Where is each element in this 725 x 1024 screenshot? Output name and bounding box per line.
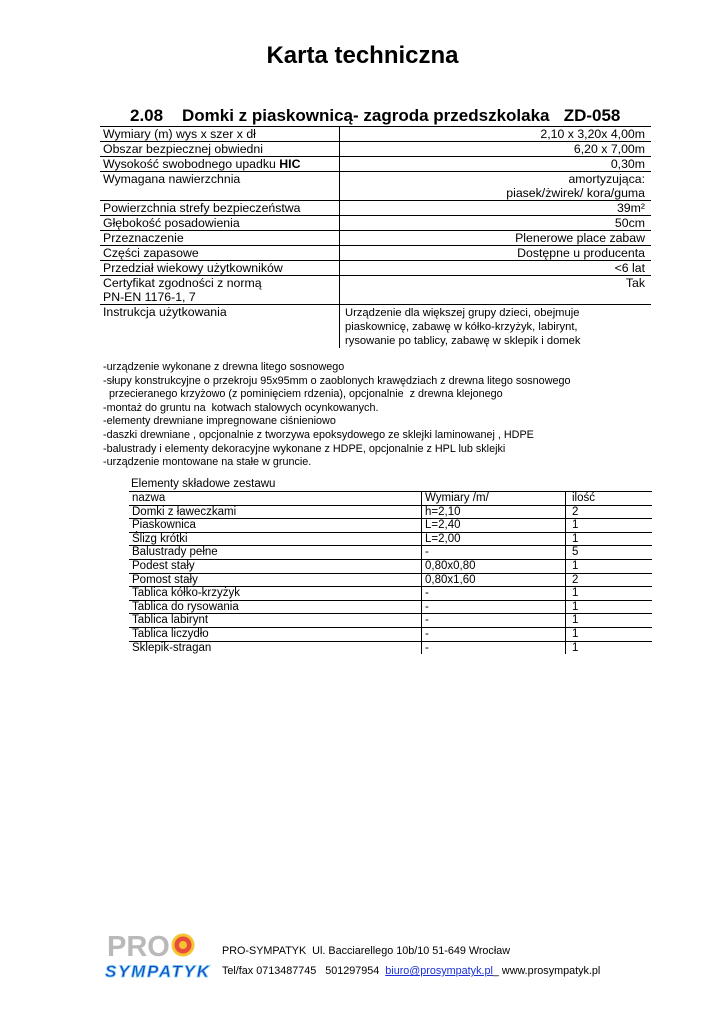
cell-quantity: 1	[566, 559, 653, 573]
cell-name: Piaskownica	[129, 519, 422, 533]
cell-dimensions: -	[422, 614, 566, 628]
cell-name: Tablica labirynt	[129, 614, 422, 628]
spec-label: Części zapasowe	[103, 246, 199, 260]
spec-value: 0,30m	[340, 157, 652, 172]
spec-note-line: piaskownicę, zabawę w kółko-krzyżyk, labirynt,	[345, 321, 578, 333]
table-row	[129, 573, 652, 587]
table-row	[129, 559, 652, 573]
footer-website[interactable]: www.prosympatyk.pl	[501, 965, 601, 977]
cell-quantity: 5	[566, 546, 653, 560]
spec-row	[100, 142, 651, 157]
cell-dimensions: 0,80x1,60	[422, 573, 566, 587]
spec-label: Obszar bezpiecznej obwiedni	[103, 142, 263, 156]
cell-name: Pomost stały	[129, 573, 422, 587]
cell-name: Tablica kółko-krzyżyk	[129, 587, 422, 601]
footer	[222, 941, 600, 981]
spec-row	[100, 276, 651, 305]
cell-name: Podest stały	[129, 559, 422, 573]
footer-phone: Tel/fax 0713487745 501297954	[222, 965, 386, 977]
product-code: ZD-058	[563, 106, 621, 125]
cell-dimensions: -	[422, 546, 566, 560]
spec-label: Przeznaczenie	[103, 231, 184, 245]
table-row	[129, 627, 652, 641]
column-header: Wymiary /m/	[422, 492, 566, 506]
product-heading	[130, 106, 620, 126]
spec-row	[100, 201, 651, 216]
feature-item: -słupy konstrukcyjne o przekroju 95x95mm o zaoblonych krawędziach z drewna litego sosnowego	[103, 374, 571, 387]
company-logo	[103, 930, 213, 982]
spec-value: Dostępne u producenta	[340, 246, 652, 261]
feature-item: -urządzenie montowane na stałe w gruncie.	[103, 456, 312, 469]
column-header: nazwa	[129, 492, 422, 506]
logo-sympatyk-text: SYMPATYK	[105, 962, 209, 981]
cell-name: Balustrady pełne	[129, 546, 422, 560]
footer-contacts	[222, 961, 600, 981]
spec-value: Tak	[340, 276, 652, 305]
logo-graphic	[103, 930, 213, 982]
spec-label-bold: HIC	[279, 157, 301, 171]
cell-dimensions: -	[422, 627, 566, 641]
spec-row	[100, 305, 651, 349]
spec-value: 50cm	[340, 216, 652, 231]
column-header: ilość	[566, 492, 653, 506]
spec-label: Powierzchnia strefy bezpieczeństwa	[103, 201, 301, 215]
spec-row	[100, 127, 651, 142]
cell-name: Tablica liczydło	[129, 627, 422, 641]
cell-name: Sklepik-stragan	[132, 641, 212, 654]
cell-quantity: 1	[566, 627, 653, 641]
feature-item: -balustrady i elementy dekoracyjne wykonane z HDPE, opcjonalnie z HPL lub sklejki	[103, 442, 506, 455]
spec-row	[100, 172, 651, 201]
spec-value: <6 lat	[340, 261, 652, 276]
spec-value-line: amortyzująca:	[568, 172, 645, 186]
cell-name: Ślizg krótki	[129, 532, 422, 546]
table-row	[129, 587, 652, 601]
cell-dimensions: -	[422, 600, 566, 614]
table-row	[129, 532, 652, 546]
spec-label	[100, 157, 340, 172]
table-row	[129, 641, 652, 654]
cell-name: Domki z ławeczkami	[129, 505, 422, 519]
spec-label: Przedział wiekowy użytkowników	[103, 261, 283, 275]
feature-item: -urządzenie wykonane z drewna litego sosnowego	[103, 361, 345, 373]
feature-item: -daszki drewniane , opcjonalnie z tworzywa epoksydowego ze sklejki laminowanej , HDPE	[103, 428, 534, 441]
feature-item: -elementy drewniane impregnowane ciśnieniowo	[103, 415, 336, 428]
spec-row	[100, 246, 651, 261]
table-header-row	[129, 492, 652, 506]
table-row	[129, 614, 652, 628]
page-title: Karta techniczna	[266, 42, 459, 69]
spec-row	[100, 157, 651, 172]
spec-row	[100, 261, 651, 276]
spec-note-line: Urządzenie dla większej grupy dzieci, obejmuje	[345, 307, 580, 319]
product-name: Domki z piaskownicą- zagroda przedszkolaka	[182, 106, 550, 125]
cell-quantity: 2	[566, 573, 653, 587]
cell-dimensions: L=2,40	[422, 519, 566, 533]
spec-value: Plenerowe place zabaw	[340, 231, 652, 246]
feature-item: przecieranego krzyżowo (z pominięciem rdzenia), opcjonalnie z drewna klejonego	[103, 388, 503, 401]
cell-name: Tablica do rysowania	[129, 600, 422, 614]
spec-row	[100, 216, 651, 231]
spec-label-text: Wysokość swobodnego upadku	[103, 157, 276, 171]
spec-label-line: Certyfikat zgodności z normą	[103, 276, 262, 290]
spec-label	[100, 276, 340, 305]
cell-quantity: 2	[566, 505, 653, 519]
logo-flower-center-icon	[179, 941, 187, 949]
spec-value	[340, 172, 652, 201]
cell-quantity: 1	[566, 641, 653, 654]
components-caption: Elementy składowe zestawu	[131, 478, 276, 490]
specification-table	[100, 126, 651, 348]
spec-value: 2,10 x 3,20x 4,00m	[340, 127, 652, 142]
table-row	[129, 546, 652, 560]
logo-pro-text: PRO	[107, 931, 170, 963]
spec-row	[100, 231, 651, 246]
footer-separator: _	[492, 965, 502, 977]
components-table	[129, 491, 652, 654]
footer-email-link[interactable]: biuro@prosympatyk.pl	[385, 965, 493, 977]
spec-label: Instrukcja użytkowania	[103, 305, 227, 319]
spec-value: 6,20 x 7,00m	[340, 142, 652, 157]
table-row	[129, 519, 652, 533]
table-row	[129, 505, 652, 519]
cell-dimensions: -	[422, 587, 566, 601]
cell-dimensions: L=2,00	[422, 532, 566, 546]
cell-dimensions: h=2,10	[422, 505, 566, 519]
feature-item: -montaż do gruntu na kotwach stalowych ocynkowanych.	[103, 401, 379, 414]
features-list	[103, 361, 571, 470]
cell-quantity: 1	[566, 532, 653, 546]
cell-dimensions: 0,80x0,80	[422, 559, 566, 573]
spec-note-line: rysowanie po tablicy, zabawę w sklepik i domek	[345, 335, 581, 347]
spec-label: Wymagana nawierzchnia	[103, 172, 241, 186]
spec-value: 39m²	[340, 201, 652, 216]
cell-quantity: 1	[566, 519, 653, 533]
cell-quantity: 1	[566, 600, 653, 614]
spec-note	[340, 305, 652, 349]
cell-quantity: 1	[566, 614, 653, 628]
product-number: 2.08	[130, 106, 164, 125]
spec-label-line: PN-EN 1176-1, 7	[103, 290, 196, 304]
cell-dimensions: -	[422, 641, 566, 654]
table-row	[129, 600, 652, 614]
cell-quantity: 1	[566, 587, 653, 601]
spec-label: Głębokość posadowienia	[103, 216, 240, 230]
spec-value-line: piasek/żwirek/ kora/guma	[506, 186, 645, 200]
spec-label: Wymiary (m) wys x szer x dł	[103, 127, 256, 141]
footer-address: PRO-SYMPATYK Ul. Bacciarellego 10b/10 51-649 Wrocław	[222, 945, 511, 957]
